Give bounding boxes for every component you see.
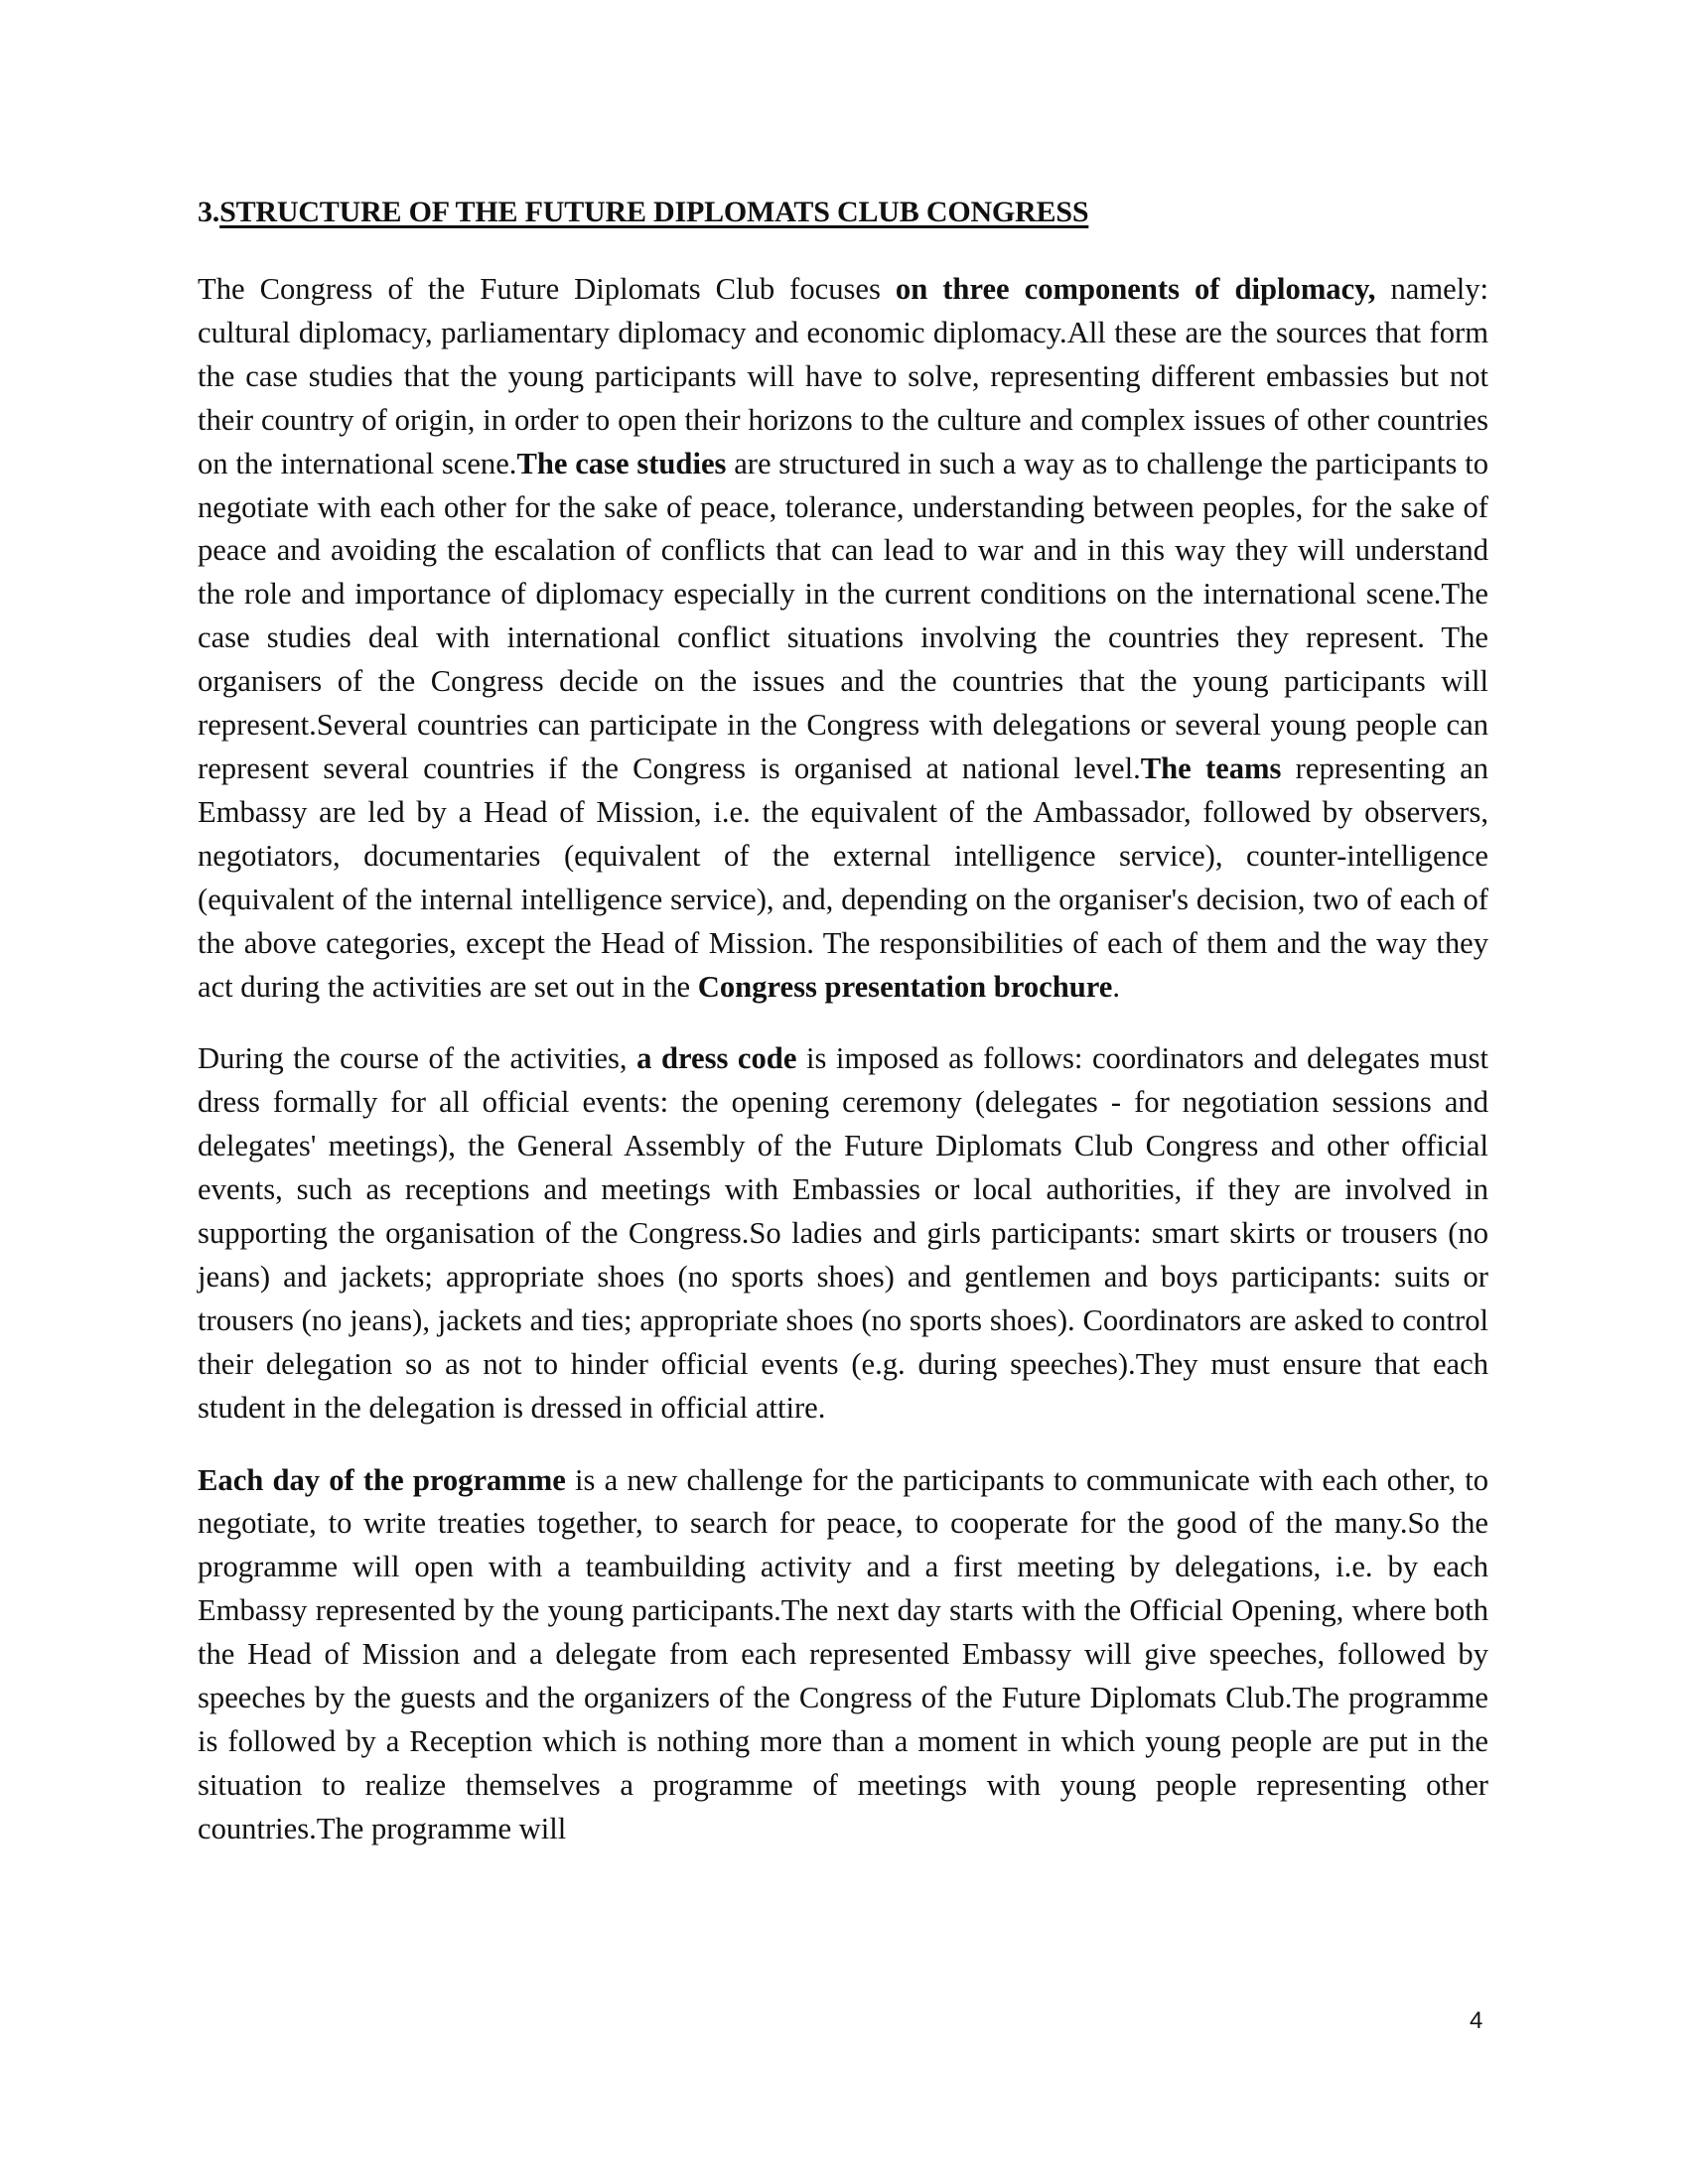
paragraph-dress-code [198, 1037, 1488, 1430]
paragraph-components-of-diplomacy [198, 268, 1488, 1009]
section-title: STRUCTURE OF THE FUTURE DIPLOMATS CLUB CONGRESS [219, 196, 1089, 228]
bold-text-run: a dress code [636, 1041, 797, 1076]
text-run: are structured in such a way as to challenge the participants to negotiate with each other for the sake of peace, tolerance, understanding between peoples, for the sake of peace and avoiding the escalation of conflicts that can lead to war and in this way they will understand the role and importance of diplomacy especially in the current conditions on the international scene.The case studies deal with international conflict situations involving the countries they represent. The organisers of the Congress decide on the issues and the countries that the young participants will represent.Several countries can participate in the Congress with delegations or several young people can represent several countries if the Congress is organised at national level. [198, 446, 1489, 785]
bold-text-run: The teams [1140, 751, 1282, 785]
text-run: namely: cultural diplomacy, parliamentary diplomacy and economic diplomacy.All these are the sources that form the case studies that the young participants will have to solve, representing different embassies but not their country of origin, in order to open their horizons to the culture and complex issues of other countries on the international scene. [198, 272, 1488, 480]
body-text [198, 268, 1488, 1880]
text-run: is imposed as follows: coordinators and delegates must dress formally for all official events: the opening ceremony (delegates - for negotiation sessions and delegates' meetings), the General Assembly of the Future Diplomats Club Congress and other official events, such as receptions and meetings with Embassies or local authorities, if they are involved in supporting the organisation of the Congress.So ladies and girls participants: smart skirts or trousers (no jeans) and jackets; appropriate shoes (no sports shoes) and gentlemen and boys participants: suits or trousers (no jeans), jackets and ties; appropriate shoes (no sports shoes). Coordinators are asked to control their delegation so as not to hinder official events (e.g. during speeches).They must ensure that each student in the delegation is dressed in official attire. [198, 1041, 1489, 1425]
text-run: During the course of the activities, [198, 1041, 637, 1076]
bold-text-run: on three components of diplomacy, [895, 272, 1376, 306]
paragraph-programme [198, 1459, 1488, 1851]
text-run: The Congress of the Future Diplomats Club focuses [198, 272, 896, 306]
bold-text-run: Each day of the programme [198, 1462, 566, 1497]
text-run: . [1112, 969, 1121, 1004]
text-run: is a new challenge for the participants to communicate with each other, to negotiate, to write treaties together, to search for peace, to cooperate for the good of the many.So the programme will open with a teambuilding activity and a first meeting by delegations, i.e. by each Embassy represented by the young participants.The next day starts with the Official Opening, where both the Head of Mission and a delegate from each represented Embassy will give speeches, followed by speeches by the guests and the organizers of the Congress of the Future Diplomats Club.The programme is followed by a Reception which is nothing more than a moment in which young people are put in the situation to realize themselves a programme of meetings with young people representing other countries.The programme will [198, 1462, 1488, 1845]
section-number: 3. [198, 196, 220, 228]
bold-text-run: Congress presentation brochure [697, 969, 1113, 1004]
section-heading [198, 195, 1088, 230]
page-number: 4 [1470, 2007, 1483, 2034]
text-run: representing an Embassy are led by a Head of Mission, i.e. the equivalent of the Ambassador, followed by observers, negotiators, documentaries (equivalent of the external intelligence service), counter-intelligence (equivalent of the internal intelligence service), and, depending on the organiser's decision, two of each of the above categories, except the Head of Mission. The responsibilities of each of them and the way they act during the activities are set out in the [198, 751, 1488, 1004]
bold-text-run: The case studies [516, 446, 727, 480]
